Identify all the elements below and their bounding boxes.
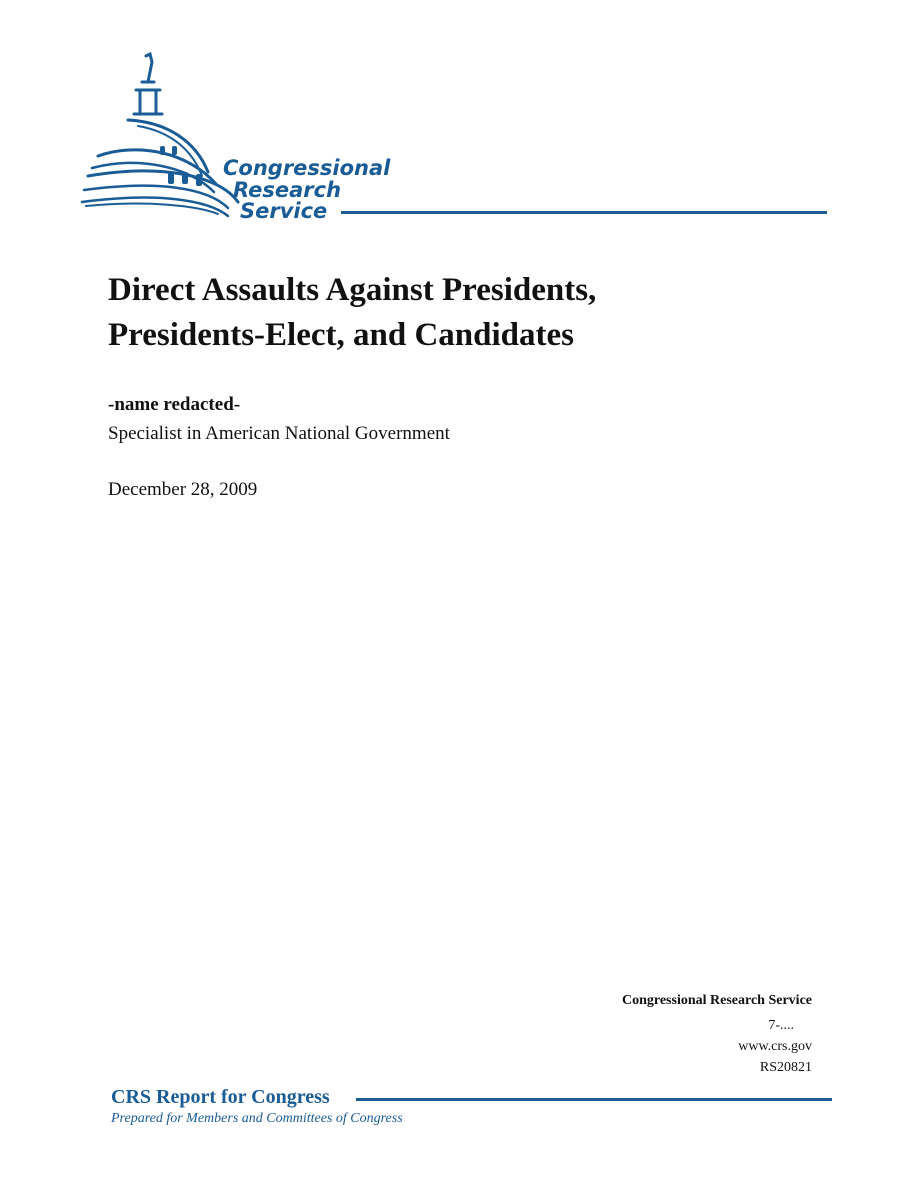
author-role: Specialist in American National Government (108, 423, 450, 444)
footer-org: Congressional Research Service (621, 993, 812, 1008)
footer-info (622, 990, 812, 1078)
report-title-line-2: Presidents-Elect, and Candidates (108, 317, 574, 353)
report-date: December 28, 2009 (108, 479, 258, 500)
report-title (108, 268, 848, 358)
crs-report-tagline: Prepared for Members and Committees of Congress (111, 1111, 403, 1126)
footer-code: 7-.... (768, 1018, 794, 1033)
crs-capitol-dome-logo (78, 52, 838, 227)
logo-text-service: Service (240, 199, 328, 223)
crs-report-rule (356, 1098, 832, 1101)
report-title-line-1: Direct Assaults Against Presidents, (108, 272, 597, 308)
footer-report-number: RS20821 (759, 1060, 812, 1075)
logo-rule (341, 211, 827, 214)
logo-text-congressional: Congressional (223, 156, 391, 180)
crs-report-heading: CRS Report for Congress (111, 1086, 330, 1108)
author-name: -name redacted- (108, 394, 241, 415)
logo-text-research: Research (233, 178, 342, 202)
footer-website: www.crs.gov (738, 1039, 812, 1054)
